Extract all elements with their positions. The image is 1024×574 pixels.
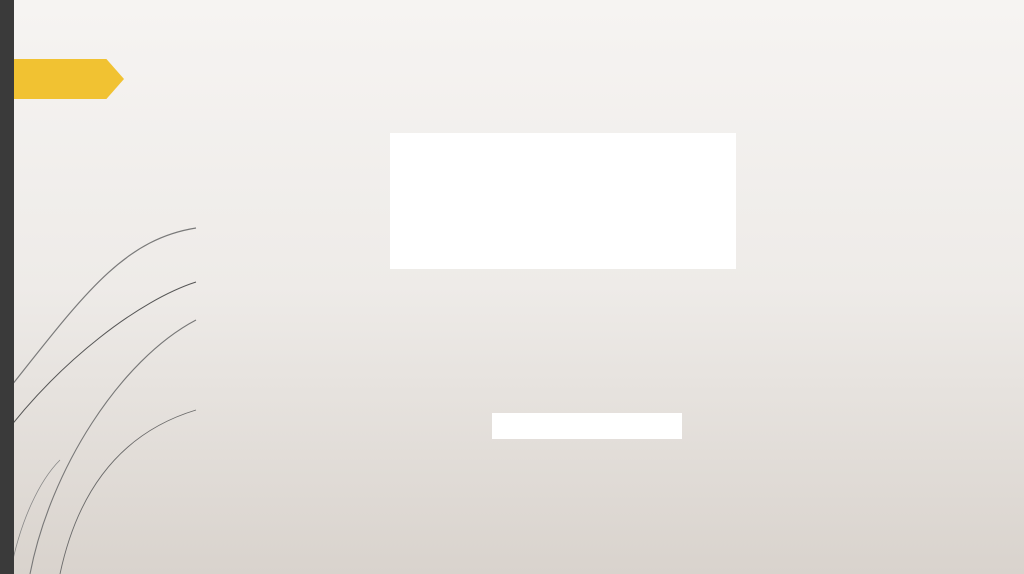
left-sidebar-bar bbox=[0, 0, 14, 574]
accent-arrow-tab bbox=[14, 59, 124, 99]
distance-chart bbox=[455, 430, 690, 574]
velocity-chart bbox=[390, 133, 736, 269]
